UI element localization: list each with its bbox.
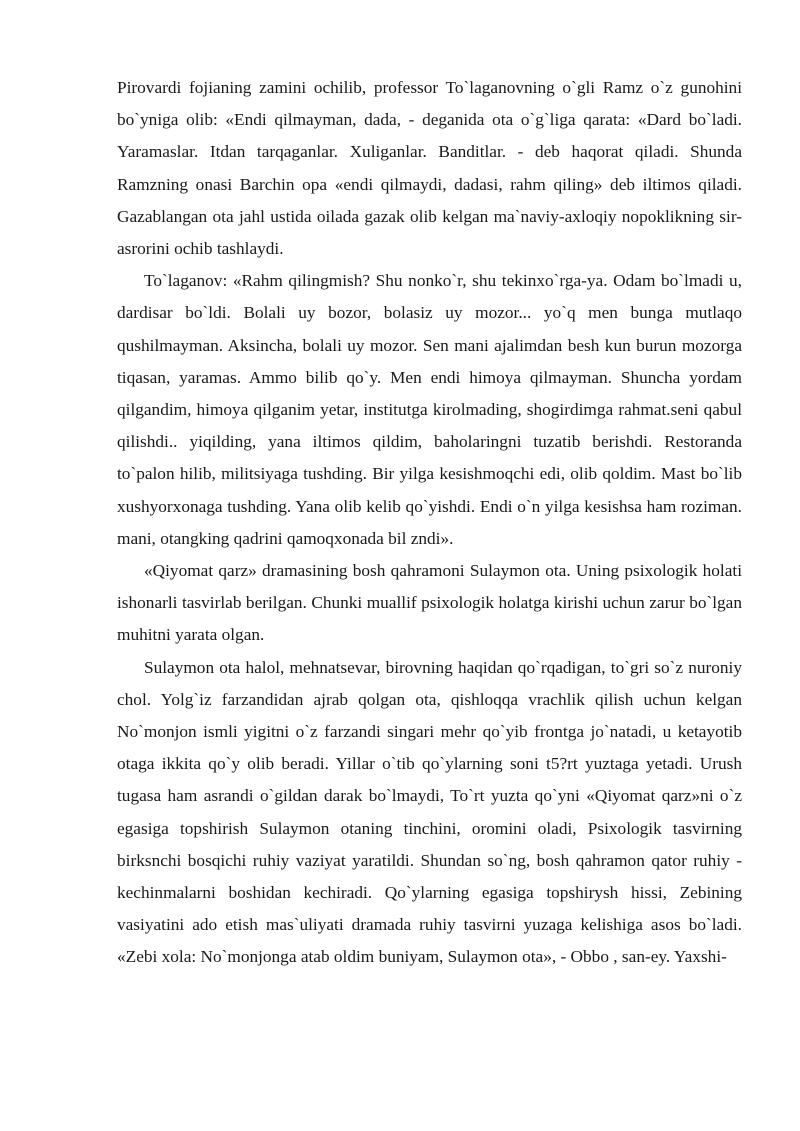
paragraph-4: Sulaymon ota halol, mehnatsevar, birovning haqidan qo`rqadigan, to`gri so`z nuroniy chol. Yolg`iz farzandidan ajrab qolgan ota, qishloqqa vrachlik qilish uchun kelgan No`monjon ismli yigitni o`z farzandi singari mehr qo`yib frontga jo`natadi, u ketayotib otaga ikkita qo`y olib beradi. Yillar o`tib qo`ylarning soni t5?rt yuztaga yetadi. Urush tugasa ham asrandi o`gildan darak bo`lmaydi, To`rt yuzta qo`yni «Qiyomat qarz»ni o`z egasiga topshirish Sulaymon otaning tinchini, oromini oladi, Psixologik tasvirning birksnchi bosqichi ruhiy vaziyat yaratildi. Shundan so`ng, bosh qahramon qator ruhiy -kechinmalarni boshidan kechiradi. Qo`ylarning egasiga topshirysh hissi, Zebining vasiyatini ado etish mas`uliyati dramada ruhiy tasvirni yuzaga kelishiga asos bo`ladi. «Zebi xola: No`monjonga atab oldim buniyam, Sulaymon ota», - Obbo , san-ey. Yaxshi-	[117, 657, 742, 967]
paragraph-3: «Qiyomat qarz» dramasining bosh qahramoni Sulaymon ota. Uning psixologik holati ishonarli tasvirlab berilgan. Chunki muallif psixologik holatga kirishi uchun zarur bo`lgan muhitni yarata olgan.	[117, 561, 742, 645]
document-page	[117, 72, 742, 974]
paragraph-2: To`laganov: «Rahm qilingmish? Shu nonko`r, shu tekinxo`rga-ya. Odam bo`lmadi u, dardisar bo`ldi. Bolali uy bozor, bolasiz uy mozor... yo`q men bunga mutlaqo qushilmayman. Aksincha, bolali uy mozor. Sen mani ajalimdan besh kun burun mozorga tiqasan, yaramas. Ammo bilib qo`y. Men endi himoya qilmayman. Shuncha yordam qilgandim, himoya qilganim yetar, institutga kirolmading, shogirdimga rahmat.seni qabul qilishdi.. yiqilding, yana iltimos qildim, baholaringni tuzatib berishdi. Restoranda to`palon hilib, militsiyaga tushding. Bir yilga kesishmoqchi edi, olib qoldim. Mast bo`lib xushyorxonaga tushding. Yana olib kelib qo`yishdi. Endi o`n yilga kesishsa ham roziman. mani, otangking qadrini qamoqxonada bil zndi».	[117, 271, 742, 548]
paragraph-1: Pirovardi fojianing zamini ochilib, professor To`laganovning o`gli Ramz o`z gunohini bo`yniga olib: «Endi qilmayman, dada, - deganida ota o`g`liga qarata: «Dard bo`ladi. Yaramaslar. Itdan tarqaganlar. Xuliganlar. Banditlar. - deb haqorat qiladi. Shunda Ramzning onasi Barchin opa «endi qilmaydi, dadasi, rahm qiling» deb iltimos qiladi. Gazablangan ota jahl ustida oilada gazak olib kelgan ma`naviy-axloqiy nopoklikning sir-asrorini ochib tashlaydi.	[117, 78, 742, 259]
